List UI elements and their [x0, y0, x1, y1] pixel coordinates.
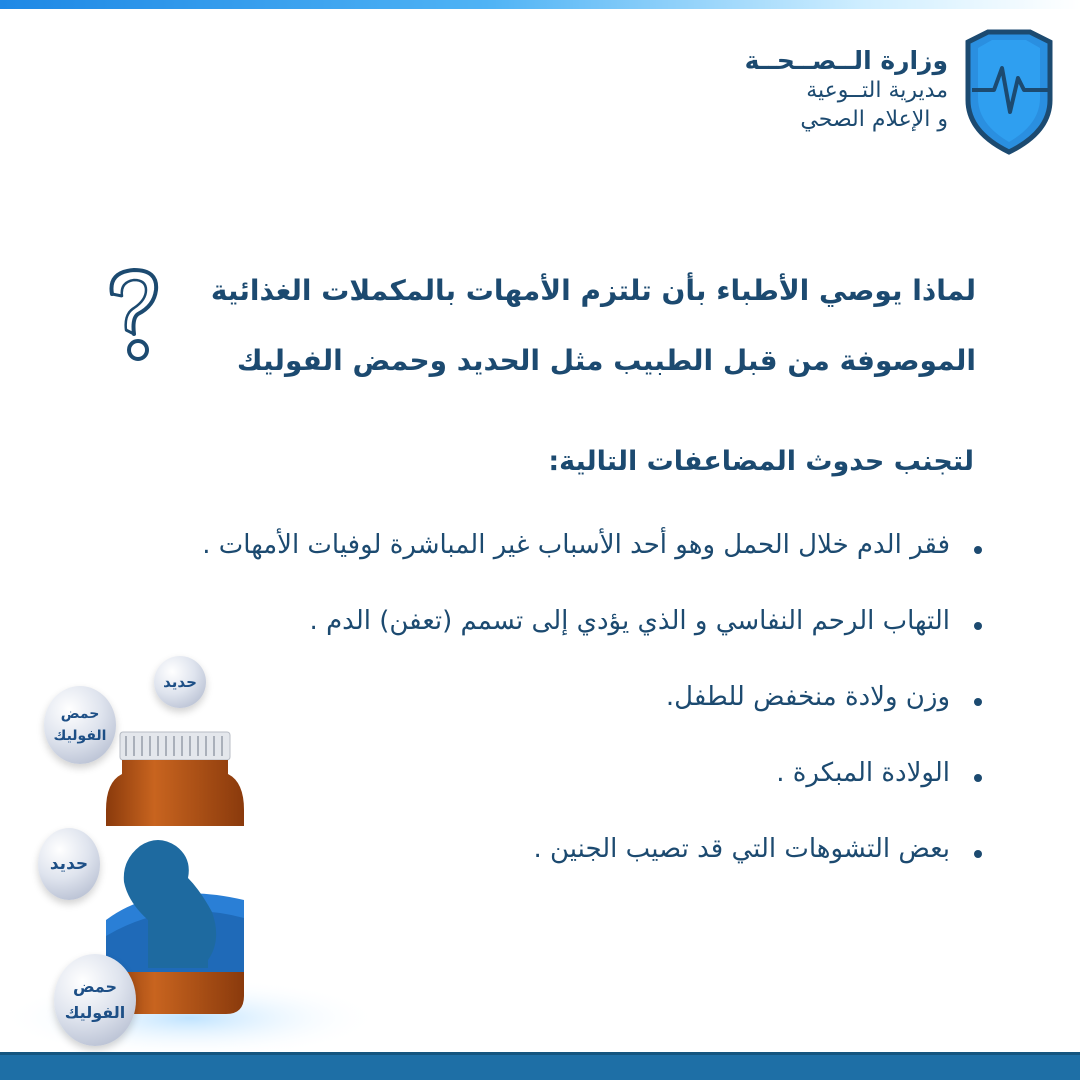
- folic-label-word2: الفوليك: [53, 728, 107, 744]
- logo-directorate-name: مديرية التــوعية: [806, 78, 948, 103]
- logo-ministry-name: وزارة الــصــحــة: [744, 46, 948, 75]
- supplement-illustration: [0, 650, 400, 1052]
- folic-label-word1: حمض: [60, 706, 100, 722]
- folic-acid-ball-bottom: [54, 954, 136, 1046]
- heartbeat-shield-icon: [960, 28, 1058, 156]
- complication-item-birth-defects: بعض التشوهات التي قد تصيب الجنين .: [70, 824, 950, 900]
- logo-text: [745, 46, 948, 134]
- bottom-bar: [0, 1052, 1080, 1080]
- ministry-logo: [728, 28, 1058, 158]
- complication-item-puerperal-infection: التهاب الرحم النفاسي و الذي يؤدي إلى تسمم (تعفن) الدم .: [70, 596, 950, 672]
- top-accent-strip: [0, 0, 1080, 9]
- folic-acid-ball-top: [44, 686, 116, 764]
- iron-ball-middle: [38, 828, 100, 900]
- complication-item-preterm-birth: الولادة المبكرة .: [70, 748, 950, 824]
- iron-label: حديد: [49, 854, 89, 874]
- folic-label-word1: حمض: [72, 977, 118, 996]
- headline-line-1: لماذا يوصي الأطباء بأن تلتزم الأمهات بالمكملات الغذائية: [210, 274, 976, 307]
- folic-label-word2: الفوليك: [64, 1003, 126, 1022]
- headline-line-2: الموصوفة من قبل الطبيب مثل الحديد وحمض الفوليك: [236, 344, 976, 377]
- complication-item-low-birth-weight: وزن ولادة منخفض للطفل.: [70, 672, 950, 748]
- iron-ball-top: [154, 656, 206, 708]
- complications-heading: لتجنب حدوث المضاعفات التالية:: [548, 446, 974, 477]
- logo-department-name: و الإعلام الصحي: [800, 107, 948, 132]
- main-headline: [156, 256, 976, 396]
- iron-label: حديد: [163, 673, 197, 691]
- complication-item-anemia: فقر الدم خلال الحمل وهو أحد الأسباب غير المباشرة لوفيات الأمهات .: [70, 520, 950, 596]
